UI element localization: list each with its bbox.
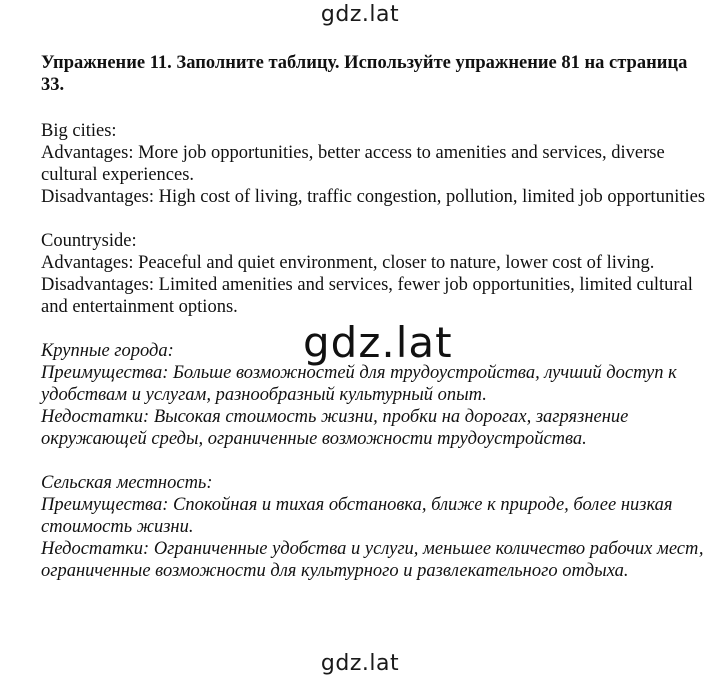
watermark-bottom: gdz.lat — [320, 651, 400, 676]
en-countryside-advantages: Advantages: Peaceful and quiet environment, closer to nature, lower cost of living. — [41, 253, 655, 273]
en-countryside-section — [41, 230, 713, 318]
ru-big-cities-advantages: Преимущества: Больше возможностей для трудоустройства, лучший доступ к удобствам и услугам, разнообразный культурный опыт. — [41, 363, 677, 405]
ru-countryside-disadvantages: Недостатки: Ограниченные удобства и услуги, меньшее количество рабочих мест, ограниченные возможности для культурного и развлекательного отдыха. — [41, 539, 704, 581]
ru-countryside-title: Сельская местность: — [41, 473, 213, 493]
ru-countryside-advantages: Преимущества: Спокойная и тихая обстановка, ближе к природе, более низкая стоимость жизни. — [41, 495, 673, 537]
ru-big-cities-title: Крупные города: — [41, 341, 174, 361]
ru-countryside-section — [41, 472, 713, 582]
en-big-cities-advantages: Advantages: More job opportunities, better access to amenities and services, diverse cultural experiences. — [41, 143, 665, 185]
ru-big-cities-disadvantages: Недостатки: Высокая стоимость жизни, пробки на дорогах, загрязнение окружающей среды, ограниченные возможности трудоустройства. — [41, 407, 629, 449]
watermark-top: gdz.lat — [320, 2, 400, 27]
watermark-middle: gdz.lat — [303, 318, 453, 367]
en-big-cities-title: Big cities: — [41, 121, 117, 141]
en-big-cities-section — [41, 120, 713, 208]
exercise-heading: Упражнение 11. Заполните таблицу. Используйте упражнение 81 на страница 33. — [41, 53, 688, 95]
en-countryside-disadvantages: Disadvantages: Limited amenities and services, fewer job opportunities, limited cultural and entertainment options. — [41, 275, 693, 317]
en-big-cities-disadvantages: Disadvantages: High cost of living, traffic congestion, pollution, limited job opportunities — [41, 187, 706, 207]
en-countryside-title: Countryside: — [41, 231, 137, 251]
